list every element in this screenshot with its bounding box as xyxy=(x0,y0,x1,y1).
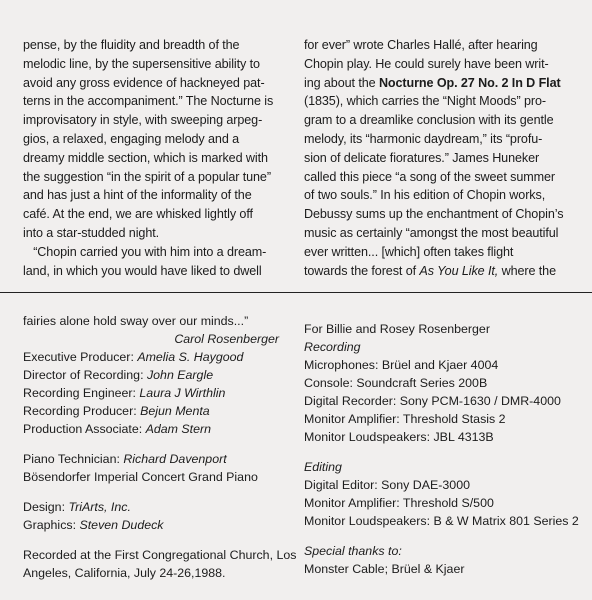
credit-line xyxy=(23,384,285,402)
essay-line: Chopin play. He could surely have been writ- xyxy=(304,56,549,71)
credit-line xyxy=(23,450,285,468)
spacer xyxy=(304,446,584,458)
equipment-line: Microphones: Brüel and Kjaer 4004 xyxy=(304,358,499,372)
essay-line: the suggestion “in the spirit of a popular tune” xyxy=(23,169,271,184)
credit-line xyxy=(23,366,285,384)
essay-line: improvisatory in style, with sweeping arpeg- xyxy=(23,113,263,128)
author-signature: Carol Rosenberger xyxy=(174,332,279,346)
credit-name: Adam Stern xyxy=(145,422,212,436)
editing-heading: Editing xyxy=(304,460,342,474)
equipment-line: Monitor Amplifier: Threshold S/500 xyxy=(304,496,494,510)
credit-line xyxy=(23,516,285,534)
thanks-heading: Special thanks to: xyxy=(304,544,402,558)
credit-name: TriArts, Inc. xyxy=(68,500,131,514)
equipment-line: Digital Recorder: Sony PCM-1630 / DMR-4000 xyxy=(304,394,561,408)
spacer xyxy=(23,534,285,546)
essay-line: ever written... [which] often takes flight xyxy=(304,244,514,259)
recording-location: Angeles, California, July 24-26,1988. xyxy=(23,566,226,580)
credit-line xyxy=(23,498,285,516)
credit-role: Design: xyxy=(23,500,69,514)
essay-line: avoid any gross evidence of hackneyed pat- xyxy=(23,75,265,90)
credit-role: Graphics: xyxy=(23,518,80,532)
credit-role: Piano Technician: xyxy=(23,452,124,466)
credits-right-column xyxy=(304,320,584,578)
spacer xyxy=(23,438,285,450)
essay-line: of two souls.” In his edition of Chopin works, xyxy=(304,188,546,203)
credit-name: John Eargle xyxy=(146,368,214,382)
equipment-line: Monitor Amplifier: Threshold Stasis 2 xyxy=(304,412,506,426)
nocturne-title: Nocturne Op. 27 No. 2 In D Flat xyxy=(378,75,561,90)
essay-line xyxy=(304,262,576,281)
credit-role: Executive Producer: xyxy=(23,350,138,364)
credit-line xyxy=(23,420,285,438)
essay-line: into a star-studded night. xyxy=(23,225,160,240)
quote-ending: fairies alone hold sway over our minds...” xyxy=(23,314,249,328)
credit-name: Amelia S. Haygood xyxy=(137,350,244,364)
essay-line: melodic line, by the supersensitive ability to xyxy=(23,56,260,71)
essay-line: dreamy middle section, which is marked with xyxy=(23,150,268,165)
piano-model: Bösendorfer Imperial Concert Grand Piano xyxy=(23,470,258,484)
credit-name: Bejun Menta xyxy=(140,404,210,418)
essay-text: where the xyxy=(498,263,556,278)
essay-text: ing about the xyxy=(304,75,379,90)
essay-line: café. At the end, we are whisked lightly off xyxy=(23,207,253,222)
spacer xyxy=(23,486,285,498)
essay-line: called this piece “a song of the sweet summer xyxy=(304,169,555,184)
essay-right-column xyxy=(304,36,576,280)
essay-line: “Chopin carried you with him into a dream- xyxy=(23,244,267,259)
equipment-line: Digital Editor: Sony DAE-3000 xyxy=(304,478,470,492)
play-title: As You Like It, xyxy=(419,263,499,278)
essay-line: terns in the accompaniment.” The Nocturne is xyxy=(23,94,274,109)
credit-role: Recording Engineer: xyxy=(23,386,140,400)
recording-location: Recorded at the First Congregational Church, Los xyxy=(23,548,297,562)
credit-name: Laura J Wirthlin xyxy=(139,386,226,400)
equipment-line: Monitor Loudspeakers: B & W Matrix 801 Series 2 xyxy=(304,514,579,528)
credit-line xyxy=(23,402,285,420)
thanks-line: Monster Cable; Brüel & Kjaer xyxy=(304,562,465,576)
credit-line xyxy=(23,348,285,366)
essay-line: and has just a hint of the informality of the xyxy=(23,188,252,203)
essay-line: Debussy sums up the enchantment of Chopin’s xyxy=(304,207,564,222)
essay-line: land, in which you would have liked to dwell xyxy=(23,263,262,278)
essay-line: melody, its “harmonic daydream,” its “profu- xyxy=(304,131,543,146)
credit-name: Richard Davenport xyxy=(123,452,227,466)
equipment-line: Monitor Loudspeakers: JBL 4313B xyxy=(304,430,494,444)
dedication: For Billie and Rosey Rosenberger xyxy=(304,322,490,336)
essay-text: towards the forest of xyxy=(304,263,420,278)
recording-heading: Recording xyxy=(304,340,361,354)
credit-name: Steven Dudeck xyxy=(79,518,164,532)
essay-line: for ever” wrote Charles Hallé, after hearing xyxy=(304,38,538,52)
credit-role: Production Associate: xyxy=(23,422,146,436)
essay-line: (1835), which carries the “Night Moods” pro- xyxy=(304,94,546,109)
credits-left-column xyxy=(23,312,297,582)
credit-role: Recording Producer: xyxy=(23,404,141,418)
essay-line: pense, by the fluidity and breadth of the xyxy=(23,38,240,52)
essay-line: sion of delicate fioratures.” James Huneker xyxy=(304,150,540,165)
essay-line xyxy=(304,74,576,93)
essay-left-column xyxy=(23,36,285,280)
equipment-line: Console: Soundcraft Series 200B xyxy=(304,376,488,390)
credit-role: Director of Recording: xyxy=(23,368,147,382)
section-divider xyxy=(0,292,592,293)
spacer xyxy=(304,530,584,542)
essay-line: music as certainly “amongst the most beautiful xyxy=(304,225,559,240)
essay-line: gram to a dreamlike conclusion with its gentle xyxy=(304,113,554,128)
essay-line: gios, a relaxed, engaging melody and a xyxy=(23,131,240,146)
